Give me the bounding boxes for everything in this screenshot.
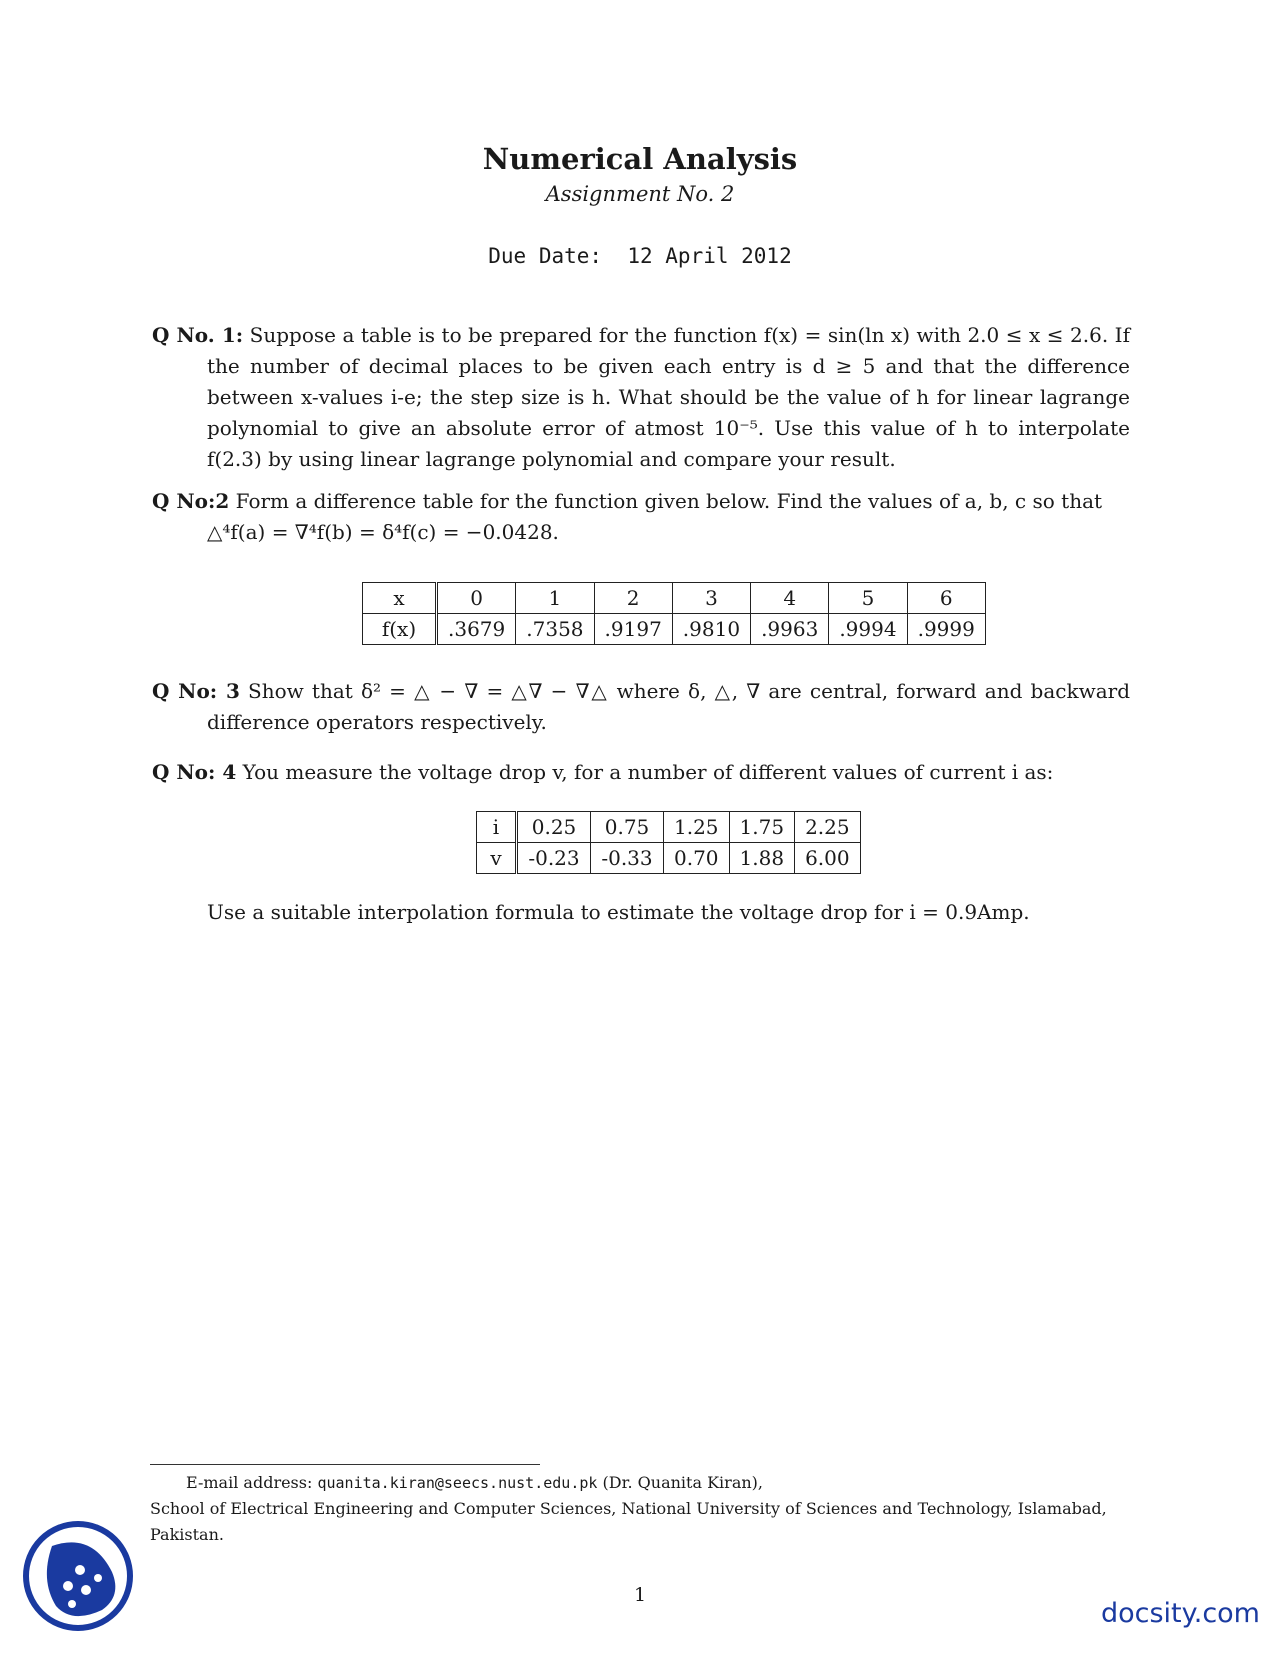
table-cell: 2 xyxy=(594,583,672,614)
table-cell: 3 xyxy=(672,583,750,614)
table-cell: 1.75 xyxy=(729,812,795,843)
table-cell: 1.88 xyxy=(729,843,795,874)
table-cell: 6.00 xyxy=(795,843,861,874)
question-3-label: Q No: 3 xyxy=(152,679,240,703)
affiliation: School of Electrical Engineering and Computer Sciences, National University of Sciences and Technology, Islamabad, Pakistan. xyxy=(150,1499,1107,1544)
brand-link[interactable]: docsity.com xyxy=(1100,1598,1260,1629)
email-label: E-mail address: xyxy=(186,1473,313,1492)
table-row xyxy=(363,614,986,645)
table-row xyxy=(477,812,861,843)
footnote xyxy=(150,1470,1130,1548)
table-cell: 0 xyxy=(437,583,516,614)
table-row xyxy=(363,583,986,614)
question-4-label: Q No: 4 xyxy=(152,760,237,784)
table-cell: f(x) xyxy=(363,614,437,645)
due-date-value: 12 April 2012 xyxy=(627,244,792,268)
question-1 xyxy=(152,320,1130,475)
table-cell: v xyxy=(477,843,517,874)
question-1-text: Suppose a table is to be prepared for the function f(x) = sin(ln x) with 2.0 ≤ x ≤ 2.6. If the number of decimal places to be given each entry is d ≥ 5 and that the difference between x-values i-e; the step size is h. What should be the value of h for linear lagrange polynomial to give an absolute error of atmost 10⁻⁵. Use this value of h to interpolate f(2.3) by using linear lagrange polynomial and compare your result. xyxy=(207,323,1130,471)
page-number: 1 xyxy=(633,1584,647,1606)
question-2-formula: △⁴f(a) = ∇⁴f(b) = δ⁴f(c) = −0.0428. xyxy=(207,520,559,544)
function-table xyxy=(362,582,986,645)
question-4-text: You measure the voltage drop v, for a number of different values of current i as: xyxy=(242,760,1054,784)
voltage-table xyxy=(476,811,861,874)
email-link[interactable]: quanita.kiran@seecs.nust.edu.pk xyxy=(317,1474,598,1492)
question-4-note: Use a suitable interpolation formula to estimate the voltage drop for i = 0.9Amp. xyxy=(207,900,1030,924)
assignment-subtitle: Assignment No. 2 xyxy=(545,182,735,206)
due-date xyxy=(0,244,1280,268)
table-cell: 2.25 xyxy=(795,812,861,843)
table-cell: 4 xyxy=(751,583,829,614)
docsity-logo-icon[interactable] xyxy=(22,1520,134,1632)
table-cell: i xyxy=(477,812,517,843)
footnote-rule xyxy=(150,1464,540,1465)
table-cell: .9994 xyxy=(829,614,907,645)
table-cell: .9963 xyxy=(751,614,829,645)
question-2-text: Form a difference table for the function given below. Find the values of a, b, c so that xyxy=(235,489,1103,513)
table-cell: 0.70 xyxy=(664,843,730,874)
author-name: (Dr. Quanita Kiran), xyxy=(602,1473,763,1492)
question-2 xyxy=(152,486,1130,548)
question-3-text: Show that δ² = △ − ∇ = △∇ − ∇△ where δ, △, ∇ are central, forward and backward difference operators respectively. xyxy=(207,679,1130,734)
table-cell: .3679 xyxy=(437,614,516,645)
question-2-label: Q No:2 xyxy=(152,489,230,513)
table-cell: 1 xyxy=(516,583,594,614)
table-cell: .9999 xyxy=(907,614,985,645)
question-4 xyxy=(152,757,1130,788)
question-3 xyxy=(152,676,1130,738)
table-cell: 5 xyxy=(829,583,907,614)
table-cell: .7358 xyxy=(516,614,594,645)
table-cell: -0.23 xyxy=(517,843,591,874)
table-cell: .9810 xyxy=(672,614,750,645)
table-cell: 0.75 xyxy=(591,812,664,843)
due-date-label: Due Date: xyxy=(488,244,603,268)
table-row xyxy=(477,843,861,874)
table-cell: -0.33 xyxy=(591,843,664,874)
table-cell: 1.25 xyxy=(664,812,730,843)
document-title: Numerical Analysis xyxy=(482,142,798,176)
table-cell: .9197 xyxy=(594,614,672,645)
table-cell: 0.25 xyxy=(517,812,591,843)
question-1-label: Q No. 1: xyxy=(152,323,244,347)
table-cell: 6 xyxy=(907,583,985,614)
table-cell: x xyxy=(363,583,437,614)
